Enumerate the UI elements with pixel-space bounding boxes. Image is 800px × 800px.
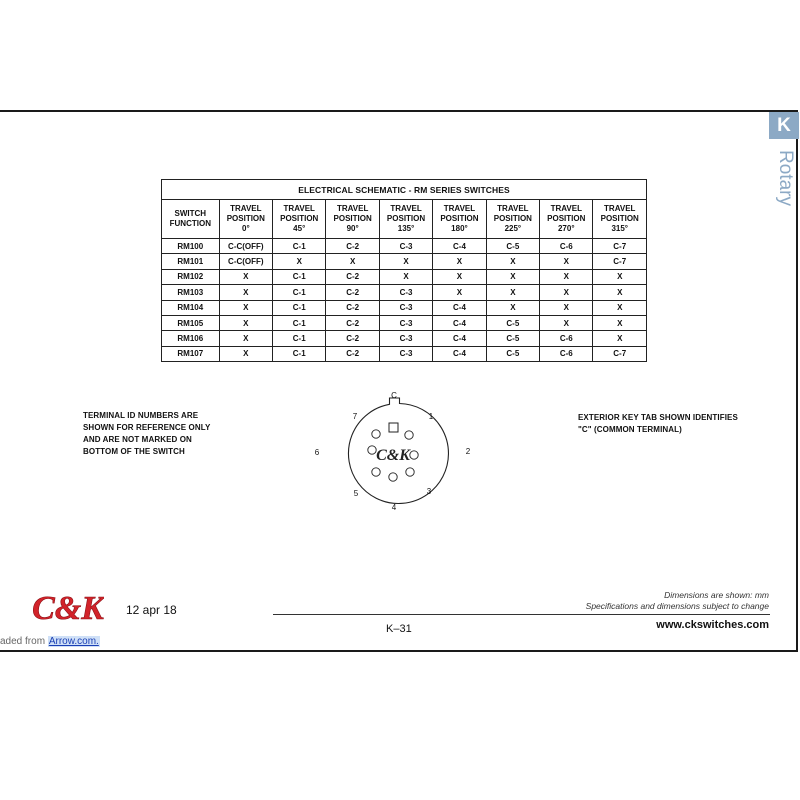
row-contact-cell: X — [486, 269, 539, 284]
table-title: ELECTRICAL SCHEMATIC - RM SERIES SWITCHES — [162, 180, 647, 200]
table-row — [162, 300, 647, 315]
row-contact-cell: C-2 — [326, 300, 379, 315]
row-contact-cell: C-3 — [379, 239, 432, 254]
row-contact-cell: X — [379, 254, 432, 269]
row-contact-cell: C-5 — [486, 239, 539, 254]
row-contact-cell: X — [219, 331, 272, 346]
row-contact-cell: X — [219, 300, 272, 315]
row-contact-cell: C-3 — [379, 285, 432, 300]
row-contact-cell: C-1 — [273, 300, 326, 315]
terminal-pin-2 — [410, 451, 418, 459]
header-travel-position: TRAVEL POSITION 225° — [486, 200, 539, 239]
row-contact-cell: C-3 — [379, 300, 432, 315]
row-contact-cell: C-4 — [433, 331, 486, 346]
table-row — [162, 285, 647, 300]
row-contact-cell: X — [540, 285, 593, 300]
row-contact-cell: C-1 — [273, 269, 326, 284]
header-travel-position: TRAVEL POSITION 90° — [326, 200, 379, 239]
key-tab-note: EXTERIOR KEY TAB SHOWN IDENTIFIES "C" (COMMON TERMINAL) — [578, 413, 738, 434]
row-contact-cell: C-4 — [433, 300, 486, 315]
header-travel-position: TRAVEL POSITION 0° — [219, 200, 272, 239]
table-row — [162, 269, 647, 284]
row-contact-cell: C-4 — [433, 346, 486, 361]
website-url[interactable]: www.ckswitches.com — [656, 619, 769, 631]
row-contact-cell: C-C(OFF) — [219, 239, 272, 254]
terminal-pin-5 — [372, 468, 380, 476]
row-contact-cell: C-3 — [379, 346, 432, 361]
row-contact-cell: C-4 — [433, 315, 486, 330]
header-travel-position: TRAVEL POSITION 180° — [433, 200, 486, 239]
downloaded-from: aded from Arrow.com. — [0, 636, 99, 647]
row-contact-cell: C-1 — [273, 285, 326, 300]
row-contact-cell: C-7 — [593, 346, 647, 361]
row-contact-cell: X — [540, 254, 593, 269]
row-function-cell: RM101 — [162, 254, 220, 269]
page-number: K–31 — [386, 623, 412, 635]
label-7: 7 — [352, 412, 358, 421]
row-contact-cell: X — [593, 331, 647, 346]
row-contact-cell: X — [593, 315, 647, 330]
row-contact-cell: C-7 — [593, 254, 647, 269]
label-6: 6 — [314, 448, 320, 457]
row-contact-cell: X — [433, 269, 486, 284]
row-contact-cell: C-1 — [273, 239, 326, 254]
row-contact-cell: X — [219, 346, 272, 361]
row-contact-cell: C-5 — [486, 315, 539, 330]
terminal-pin-4 — [389, 473, 397, 481]
revision-date: 12 apr 18 — [126, 603, 177, 617]
label-1: 1 — [428, 412, 434, 421]
row-contact-cell: X — [433, 254, 486, 269]
table-row — [162, 331, 647, 346]
row-contact-cell: X — [540, 315, 593, 330]
key-square — [389, 423, 398, 432]
terminal-diagram — [300, 385, 500, 520]
terminal-id-note: TERMINAL ID NUMBERS ARE SHOWN FOR REFERENCE ONLY AND ARE NOT MARKED ON BOTTOM OF THE SWITCH — [83, 411, 211, 456]
row-contact-cell: C-6 — [540, 331, 593, 346]
header-travel-position: TRAVEL POSITION 315° — [593, 200, 647, 239]
row-contact-cell: C-2 — [326, 285, 379, 300]
row-contact-cell: X — [486, 300, 539, 315]
row-function-cell: RM102 — [162, 269, 220, 284]
row-contact-cell: C-7 — [593, 239, 647, 254]
center-logo: C&K — [376, 447, 410, 464]
row-contact-cell: C-3 — [379, 331, 432, 346]
arrow-link[interactable]: Arrow.com. — [48, 636, 99, 647]
row-contact-cell: C-2 — [326, 315, 379, 330]
terminal-pin-1 — [405, 431, 413, 439]
specs-note: Specifications and dimensions subject to change — [585, 601, 769, 611]
schematic-table — [161, 179, 647, 362]
section-tab-letter: K — [769, 112, 799, 139]
row-function-cell: RM104 — [162, 300, 220, 315]
terminal-pin-7 — [372, 430, 380, 438]
section-tab-label: Rotary — [775, 150, 796, 206]
row-contact-cell: C-6 — [540, 346, 593, 361]
footer-divider — [273, 614, 770, 615]
table-header-row — [162, 200, 647, 239]
table-row — [162, 239, 647, 254]
row-function-cell: RM105 — [162, 315, 220, 330]
row-contact-cell: C-5 — [486, 331, 539, 346]
row-contact-cell: X — [219, 269, 272, 284]
row-contact-cell: X — [593, 300, 647, 315]
row-contact-cell: X — [540, 300, 593, 315]
label-5: 5 — [353, 489, 359, 498]
row-contact-cell: C-5 — [486, 346, 539, 361]
row-contact-cell: X — [593, 269, 647, 284]
header-travel-position: TRAVEL POSITION 135° — [379, 200, 432, 239]
row-contact-cell: C-2 — [326, 239, 379, 254]
table-row — [162, 315, 647, 330]
header-travel-position: TRAVEL POSITION 45° — [273, 200, 326, 239]
terminal-pin-3 — [406, 468, 414, 476]
row-contact-cell: C-1 — [273, 315, 326, 330]
row-contact-cell: C-1 — [273, 346, 326, 361]
header-travel-position: TRAVEL POSITION 270° — [540, 200, 593, 239]
row-contact-cell: C-1 — [273, 331, 326, 346]
label-2: 2 — [465, 447, 471, 456]
row-contact-cell: X — [379, 269, 432, 284]
row-function-cell: RM106 — [162, 331, 220, 346]
svg-text:C&K: C&K — [32, 590, 104, 626]
ck-logo — [32, 588, 104, 626]
header-switch-function: SWITCH FUNCTION — [162, 200, 220, 239]
row-contact-cell: C-2 — [326, 269, 379, 284]
row-contact-cell: X — [540, 269, 593, 284]
label-c: C — [391, 391, 397, 400]
row-contact-cell: C-2 — [326, 346, 379, 361]
label-4: 4 — [391, 503, 397, 512]
row-contact-cell: C-6 — [540, 239, 593, 254]
row-contact-cell: C-2 — [326, 331, 379, 346]
row-function-cell: RM100 — [162, 239, 220, 254]
row-function-cell: RM103 — [162, 285, 220, 300]
row-contact-cell: X — [273, 254, 326, 269]
table-row — [162, 346, 647, 361]
row-contact-cell: C-3 — [379, 315, 432, 330]
row-contact-cell: C-C(OFF) — [219, 254, 272, 269]
table-row — [162, 254, 647, 269]
terminal-pin-6 — [368, 446, 376, 454]
row-function-cell: RM107 — [162, 346, 220, 361]
row-contact-cell: X — [433, 285, 486, 300]
label-3: 3 — [426, 487, 432, 496]
row-contact-cell: X — [219, 315, 272, 330]
row-contact-cell: X — [219, 285, 272, 300]
row-contact-cell: X — [486, 254, 539, 269]
row-contact-cell: C-4 — [433, 239, 486, 254]
dimensions-note: Dimensions are shown: mm — [664, 590, 769, 600]
row-contact-cell: X — [593, 285, 647, 300]
row-contact-cell: X — [326, 254, 379, 269]
row-contact-cell: X — [486, 285, 539, 300]
